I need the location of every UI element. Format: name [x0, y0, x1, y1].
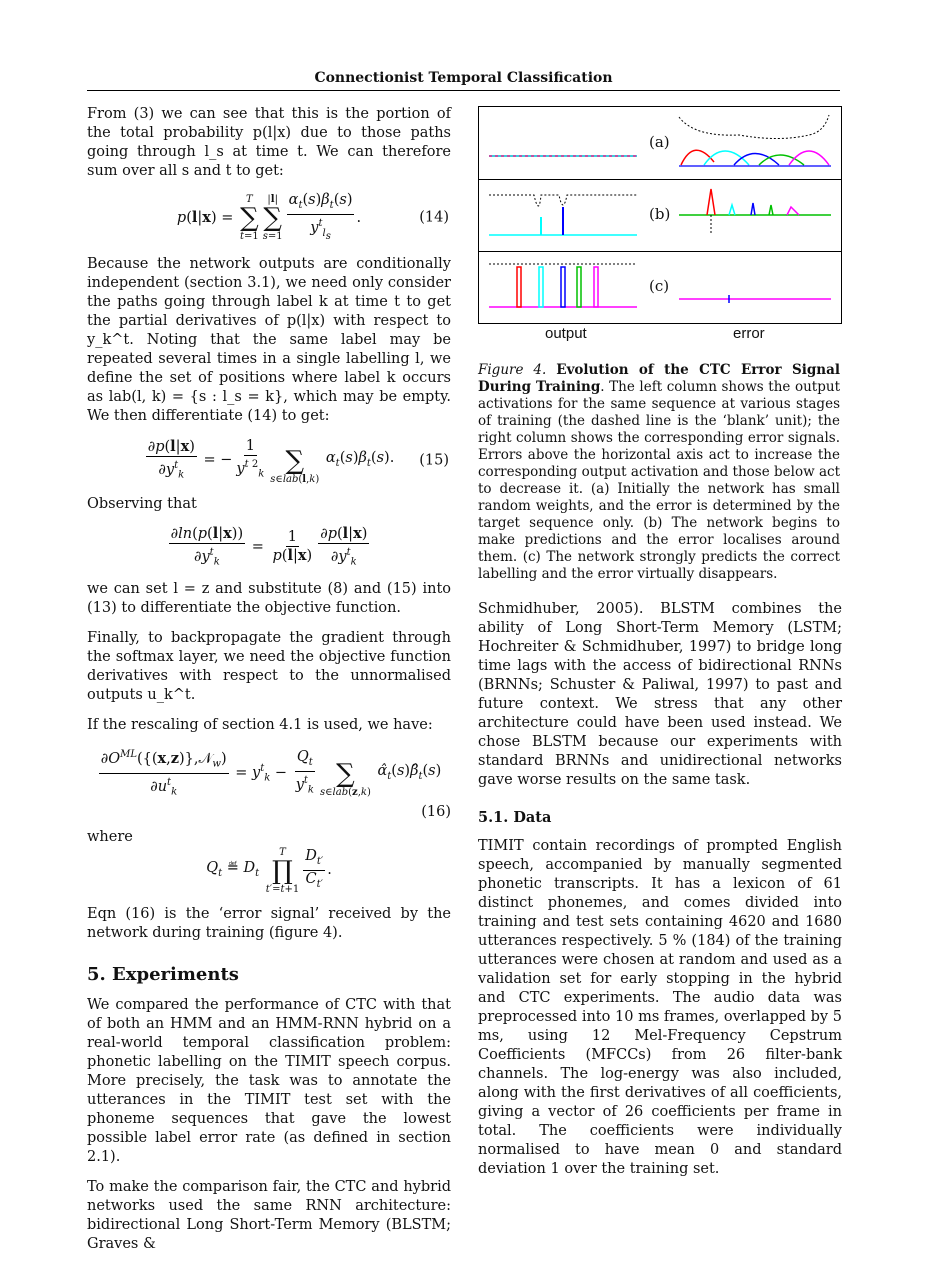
figure-column-error: error: [733, 325, 765, 342]
section-heading: 5. Experiments: [87, 963, 239, 985]
figure-column-output: output: [545, 325, 587, 342]
paragraph: From (3) we can see that this is the portion of the total probability p(l|x) due to those paths going through l_s at time t. We can therefore sum over all s and t to get:: [87, 106, 451, 179]
paragraph: TIMIT contain recordings of prompted English speech, accompanied by manually segmented phonetic transcripts. It has a lexicon of 61 distinct phonemes, and comes divided into training and test sets containing 4620 and 1680 utterances respectively. 5 % (184) of the training utterances were chosen at random and used as a validation set for early stopping in the hybrid and CTC experiments. The audio data was preprocessed into 10 ms frames, overlapped by 5 ms, using 12 Mel-Frequency Cepstrum Coefficients (MFCCs) from 26 filter-bank channels. The log-energy was also included, along with the first derivatives of all coefficients, giving a vector of 26 coefficients per frame in total. The coefficients were individually normalised to have mean 0 and standard deviation 1 over the training set.: [478, 838, 842, 1177]
paragraph: Observing that: [87, 495, 197, 512]
figure-label-a: (a): [649, 133, 670, 151]
paragraph: we can set l = z and substitute (8) and (15) into (13) to differentiate the objective function.: [87, 581, 451, 617]
paragraph: Finally, to backpropagate the gradient through the softmax layer, we need the objective function derivatives with respect to the unnormalised outputs u_k^t.: [87, 630, 451, 704]
subsection-heading: 5.1. Data: [478, 809, 552, 826]
figure-4: [478, 106, 842, 324]
caption-prefix: Figure 4.: [478, 362, 547, 378]
equation-unnumbered: $\frac{\partial\ln(p(l|x))}{\partial y^t_k}$ = $\frac{1}{p(l|x)}$ $\frac{\partial p(l|x)}{\partial y^t_k}$: [170, 524, 368, 568]
header-rule: [87, 90, 840, 91]
caption-body: . The left column shows the output activations for the same sequence at various stages of training (the dashed line is the ‘blank’ unit); the right column shows the corresponding error signals. Errors above the horizontal axis act to increase the corresponding output activation and those below act to decrease it. (a) Initially the network has small random weights, and the error is determined by the target sequence only. (b) The network begins to make predictions and the error localises around them. (c) The network strongly predicts the correct labelling and the error virtually disappears.: [478, 379, 840, 582]
figure-label-c: (c): [649, 277, 670, 295]
paragraph: where: [87, 828, 133, 845]
left-column: [87, 105, 451, 1265]
running-header: Connectionist Temporal Classification: [314, 70, 613, 86]
caption-title: Evolution of the CTC Error Signal During Training: [478, 362, 840, 395]
equation-16: $\frac{\partial O^{ML}(\{(x,z)\},𝒩_w)}{\partial u^t_k}$ = $y^t_k$ − $\frac{Q_t}{y^t_k}$ ∑ s∈lab(z,k) $\alphâ_t(s)\betâ_t(s)$: [87, 746, 451, 800]
paragraph: Eqn (16) is the ‘error signal’ received by the network during training (figure 4).: [87, 905, 451, 941]
equation-14: p(l|x) = T ∑ t=1 |l| ∑ s=1 $\frac{\alpha_t(s)\beta_t(s)}{y^t_{l_s}}$ . (14): [176, 192, 449, 243]
paragraph: If the rescaling of section 4.1 is used, we have:: [87, 717, 433, 734]
equation-number: (14): [419, 209, 449, 226]
figure-label-b: (b): [649, 205, 671, 223]
equation-q: $Q_t$ ≝ $D_t$ T ∏ t′=t+1 $\frac{D_{t'}}{C_{t'}}$ .: [206, 846, 332, 895]
paragraph: Schmidhuber, 2005). BLSTM combines the ability of Long Short-Term Memory (LSTM; Hochreiter & Schmidhuber, 1997) to bridge long time lags with the access of bidirectional RNNs (BRNNs; Schuster & Paliwal, 1997) to past and future context. We stress that any other architecture could have been used instead. We chose BLSTM because our experiments with standard BRNNs and unidirectional networks gave worse results on the same task.: [478, 601, 842, 788]
equation-15: $\frac{\partial p(l|x)}{\partial y^t_k}$ = − $\frac{1}{y^{t 2}_k}$ ∑ s∈lab(l,k) $\alpha_t(s)\beta_t(s)$. (15): [147, 437, 449, 485]
equation-number: (15): [419, 452, 449, 469]
right-column: [478, 600, 842, 1190]
paragraph: We compared the performance of CTC with that of both an HMM and an HMM-RNN hybrid on a real-world temporal classification problem: phonetic labelling on the TIMIT speech corpus. More precisely, the task was to annotate the utterances in the TIMIT test set with the phoneme sequences that gave the lowest possible label error rate (as defined in section 2.1).: [87, 996, 451, 1165]
paragraph: To make the comparison fair, the CTC and hybrid networks used the same RNN architecture: bidirectional Long Short-Term Memory (BLSTM; Graves &: [87, 1178, 451, 1252]
equation-number: (16): [421, 803, 451, 820]
paragraph: Because the network outputs are conditionally independent (section 3.1), we need only consider the paths going through label k at time t to get the partial derivatives of p(l|x) with respect to y_k^t. Noting that the same label may be repeated several times in a single labelling l, we define the set of positions where label k occurs as lab(l, k) = {s : l_s = k}, which may be empty. We then differentiate (14) to get:: [87, 255, 451, 424]
figure-caption: [478, 362, 840, 583]
